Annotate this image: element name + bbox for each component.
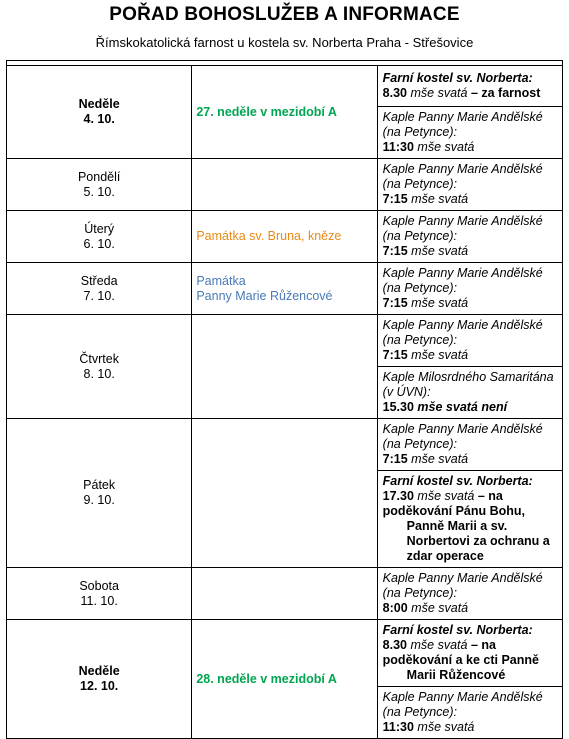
service-time: 8:00 — [382, 601, 408, 615]
service-mass: mše svatá — [410, 86, 468, 100]
service-time: 7:15 — [382, 452, 408, 466]
day-date: 12. 10. — [80, 679, 119, 693]
feast-label-line2: Panny Marie Růžencové — [196, 288, 333, 303]
day-name: Pátek — [83, 478, 116, 492]
feast-cell — [192, 568, 377, 620]
service-note: – na poděkování Pánu Bohu, — [382, 489, 526, 518]
service-mass: mše svatá — [411, 601, 469, 615]
feast-cell — [192, 419, 377, 568]
service-note-line2: Marii Růžencové — [406, 668, 506, 682]
service-time: 11:30 — [382, 720, 414, 734]
service-cell — [377, 620, 562, 687]
service-cell — [377, 263, 562, 315]
schedule-table — [6, 60, 563, 739]
feast-cell — [192, 315, 377, 419]
service-time: 7:15 — [382, 296, 408, 310]
table-row — [7, 568, 563, 620]
feast-label: Památka sv. Bruna, kněze — [196, 229, 342, 243]
service-mass: mše svatá — [411, 244, 469, 258]
day-date: 6. 10. — [83, 236, 115, 251]
service-cell — [377, 687, 562, 739]
table-row — [7, 419, 563, 471]
feast-label: 28. neděle v mezidobí A — [196, 671, 337, 686]
day-name: Středa — [80, 273, 118, 288]
feast-cell — [192, 159, 377, 211]
day-name: Pondělí — [77, 169, 121, 184]
table-row — [7, 263, 563, 315]
feast-label-line1: Památka — [196, 273, 246, 288]
service-location: Farní kostel sv. Norberta: — [382, 623, 533, 637]
service-location: Farní kostel sv. Norberta: — [382, 474, 533, 488]
feast-cell — [192, 263, 377, 315]
service-location: Farní kostel sv. Norberta: — [382, 71, 533, 85]
feast-cell — [192, 211, 377, 263]
day-name: Úterý — [84, 221, 115, 236]
table-row — [7, 66, 563, 107]
service-location: Kaple Panny Marie Andělské (na Petynce): — [382, 162, 543, 191]
day-date: 8. 10. — [83, 366, 115, 381]
day-cell — [7, 315, 192, 419]
service-location: Kaple Panny Marie Andělské (na Petynce): — [382, 214, 543, 243]
service-mass: mše svatá — [417, 489, 475, 503]
service-location: Kaple Panny Marie Andělské (na Petynce): — [382, 318, 543, 347]
service-mass: mše svatá — [411, 192, 469, 206]
service-note: – za farnost — [470, 86, 541, 100]
day-name: Sobota — [79, 578, 119, 593]
page-title: POŘAD BOHOSLUŽEB A INFORMACE — [109, 4, 460, 25]
day-cell — [7, 159, 192, 211]
service-mass: mše svatá — [411, 348, 469, 362]
day-cell — [7, 263, 192, 315]
service-cell — [377, 66, 562, 107]
service-mass: mše svatá — [417, 140, 475, 154]
service-mass: mše svatá — [410, 638, 468, 652]
service-location: Kaple Panny Marie Andělské (na Petynce): — [382, 571, 543, 600]
service-time: 11:30 — [382, 140, 414, 154]
service-time: 15.30 — [382, 400, 414, 414]
service-cell — [377, 367, 562, 419]
service-cell — [377, 107, 562, 159]
service-location: Kaple Panny Marie Andělské (na Petynce): — [382, 422, 543, 451]
service-mass: mše svatá — [417, 720, 475, 734]
day-date: 11. 10. — [80, 593, 118, 608]
service-cell — [377, 419, 562, 471]
service-time: 7:15 — [382, 192, 408, 206]
day-cell — [7, 211, 192, 263]
service-note-line3: zdar operace — [406, 549, 484, 563]
day-cell — [7, 66, 192, 159]
day-name: Čtvrtek — [79, 351, 119, 366]
service-note-line2: Panně Marii a sv. Norbertovi za ochranu a — [406, 519, 550, 548]
day-date: 5. 10. — [83, 184, 115, 199]
service-location: Kaple Panny Marie Andělské (na Petynce): — [382, 266, 543, 295]
service-cell — [377, 471, 562, 568]
service-time: 17.30 — [382, 489, 414, 503]
service-mass: mše svatá — [411, 452, 469, 466]
service-cell — [377, 315, 562, 367]
service-cell — [377, 211, 562, 263]
day-name: Neděle — [78, 664, 120, 678]
service-time: 7:15 — [382, 244, 408, 258]
service-cell — [377, 159, 562, 211]
day-date: 4. 10. — [83, 112, 115, 126]
table-row — [7, 211, 563, 263]
service-time: 7:15 — [382, 348, 408, 362]
page-subtitle: Římskokatolická farnost u kostela sv. Norberta Praha - Střešovice — [95, 35, 474, 50]
day-name: Neděle — [78, 97, 120, 111]
table-row — [7, 159, 563, 211]
day-cell — [7, 568, 192, 620]
day-date: 9. 10. — [83, 493, 115, 507]
feast-label: 27. neděle v mezidobí A — [196, 104, 337, 119]
day-cell — [7, 620, 192, 739]
service-time: 8.30 — [382, 638, 407, 652]
service-location: Kaple Milosrdného Samaritána (v ÚVN): — [382, 370, 554, 399]
table-row — [7, 620, 563, 687]
day-date: 7. 10. — [83, 288, 115, 303]
service-mass: mše svatá není — [417, 400, 508, 414]
service-note: – na poděkování a ke cti Panně — [382, 638, 539, 667]
table-row — [7, 315, 563, 367]
feast-cell — [192, 620, 377, 739]
service-time: 8.30 — [382, 86, 407, 100]
feast-cell — [192, 66, 377, 159]
day-cell — [7, 419, 192, 568]
service-location: Kaple Panny Marie Andělské (na Petynce): — [382, 690, 543, 719]
service-mass: mše svatá — [411, 296, 469, 310]
service-cell — [377, 568, 562, 620]
service-location: Kaple Panny Marie Andělské (na Petynce): — [382, 110, 543, 139]
